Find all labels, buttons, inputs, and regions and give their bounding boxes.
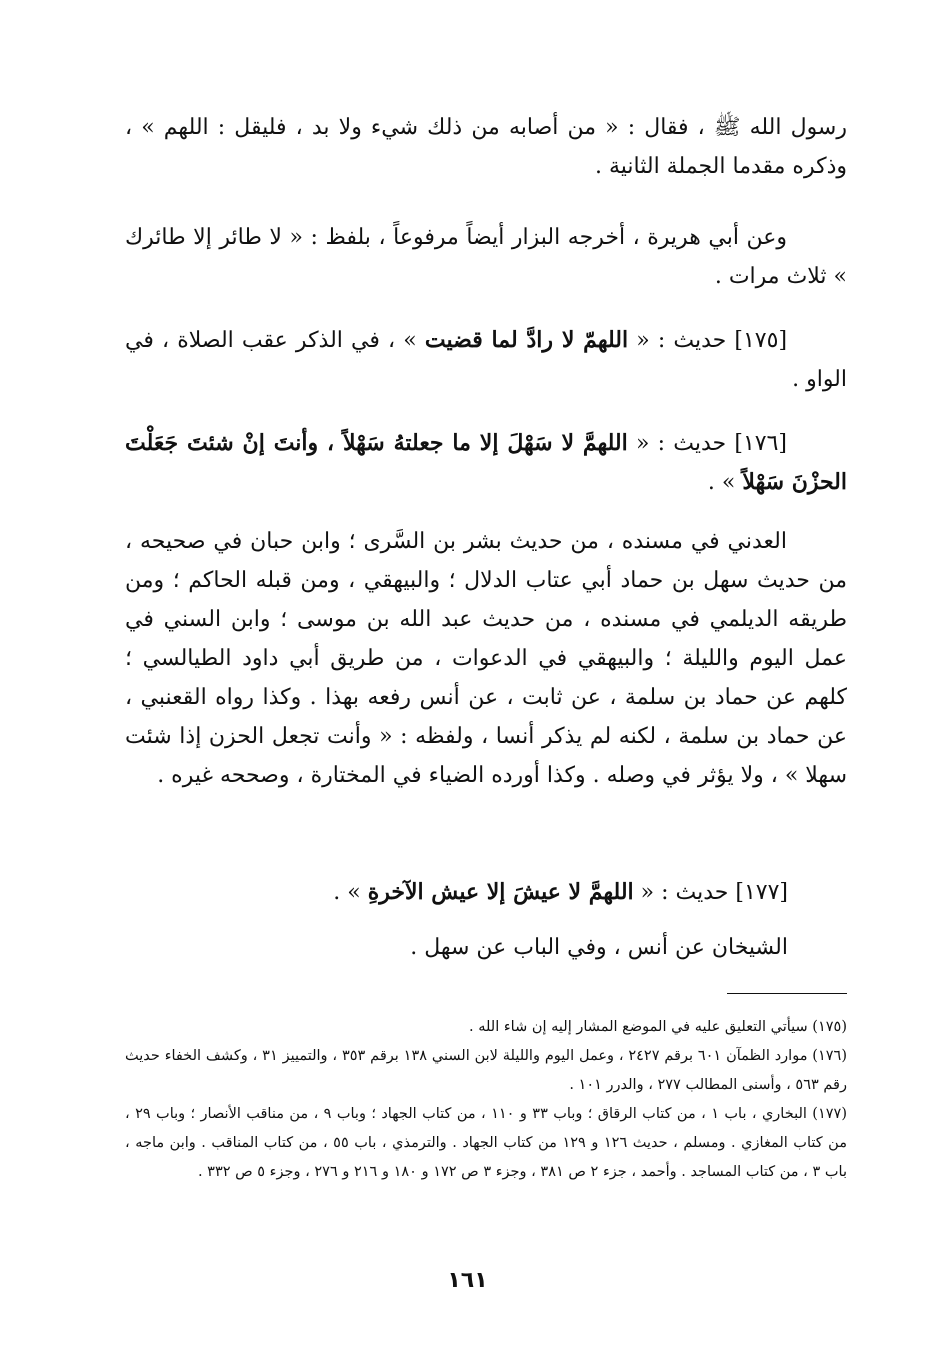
hadith-177-suffix: » . [333,880,361,905]
footnote-separator [727,993,847,994]
hadith-176-suffix: » . [707,470,736,495]
footnote-176: (١٧٦) موارد الظمآن ٦٠١ برقم ٢٤٢٧ ، وعمل اليوم والليلة لابن السني ١٣٨ برقم ٣٥٣ ، والتمييز ٣١ ، وكشف الخفاء حديث رقم ٥٦٣ ، وأسنى المطالب ٢٧٧ ، والدرر ١٠١ . [125,1048,848,1093]
footnotes [125,1013,847,1187]
page-number: ١٦١ [447,1268,488,1293]
footnote-177: (١٧٧) البخاري ، باب ١ ، من كتاب الرقاق ؛ وباب ٣٣ و ١١٠ ، من كتاب الجهاد ؛ وباب ٩ ، من مناقب الأنصار ؛ وباب ٢٩ ، من كتاب المغازي . ومسلم ، حديث ١٢٦ و ١٢٩ من كتاب الجهاد . والترمذي ، باب ٥٥ ، من كتاب المناقب . وابن ماجه ، باب ٣ ، من كتاب المساجد . وأحمد ، جزء ٢ ص ٣٨١ ، وجزء ٣ ص ١٧٢ و ١٨٠ و ٢١٦ و ٢٧٦ ، وجزء ٥ ص ٣٣٢ . [125,1106,847,1180]
paragraph-abu-hurayra: وعن أبي هريرة ، أخرجه البزار أيضاً مرفوعاً ، بلفظ : « لا طائر إلا طائرك » ثلاث مرات . [125,225,847,289]
hadith-175-quote: اللهمّ لا رادَّ لما قضيت [424,327,629,353]
hadith-heading-176 [125,424,847,502]
hadith-177-quote: اللهمَّ لا عيشَ إلا عيش الآخرةِ [367,879,634,905]
hadith-177-prefix: [١٧٧] حديث : « [640,880,788,905]
hadith-176-quote: اللهمَّ لا سَهْلَ إلا ما جعلتهُ سَهْلاً ، وأنتَ إنْ شئتَ جَعَلْتَ الحزْنَ سَهْلاً [125,430,847,495]
hadith-heading-175 [125,321,847,399]
paragraph-takhrij-176: العدني في مسنده ، من حديث بشر بن السَّرى ؛ وابن حبان في صحيحه ، من حديث سهل بن حماد أبي عتاب الدلال ؛ والبيهقي ، ومن قبله الحاكم ؛ ومن طريقه الديلمي في مسنده ، من حديث عبد الله بن موسى ؛ وابن السني في عمل اليوم والليلة ؛ والبيهقي في الدعوات ، من طريق أبي داود الطيالسي ؛ كلهم عن حماد بن سلمة ، عن ثابت ، عن أنس رفعه بهذا . وكذا رواه القعنبي ، عن حماد بن سلمة ، لكنه لم يذكر أنسا ، ولفظه : « وأنت تجعل الحزن إذا شئت سهلا » ، ولا يؤثر في وصله . وكذا أورده الضياء في المختارة ، وصححه غيره . [125,529,847,788]
footnote-175: (١٧٥) سيأتي التعليق عليه في الموضع المشار إليه إن شاء الله . [469,1019,847,1035]
hadith-175-prefix: [١٧٥] حديث : « [636,328,788,353]
hadith-175-suffix: » ، في الذكر عقب الصلاة ، في الواو . [125,328,847,392]
paragraph-continuation: رسول الله ﷺ ، فقال : « من أصابه من ذلك شيء ولا بد ، فليقل : اللهم » ، وذكره مقدما الجملة الثانية . [125,115,847,179]
paragraph-takhrij-177: الشيخان عن أنس ، وفي الباب عن سهل . [410,935,788,960]
hadith-176-prefix: [١٧٦] حديث : « [635,431,787,456]
hadith-heading-177 [125,873,788,912]
